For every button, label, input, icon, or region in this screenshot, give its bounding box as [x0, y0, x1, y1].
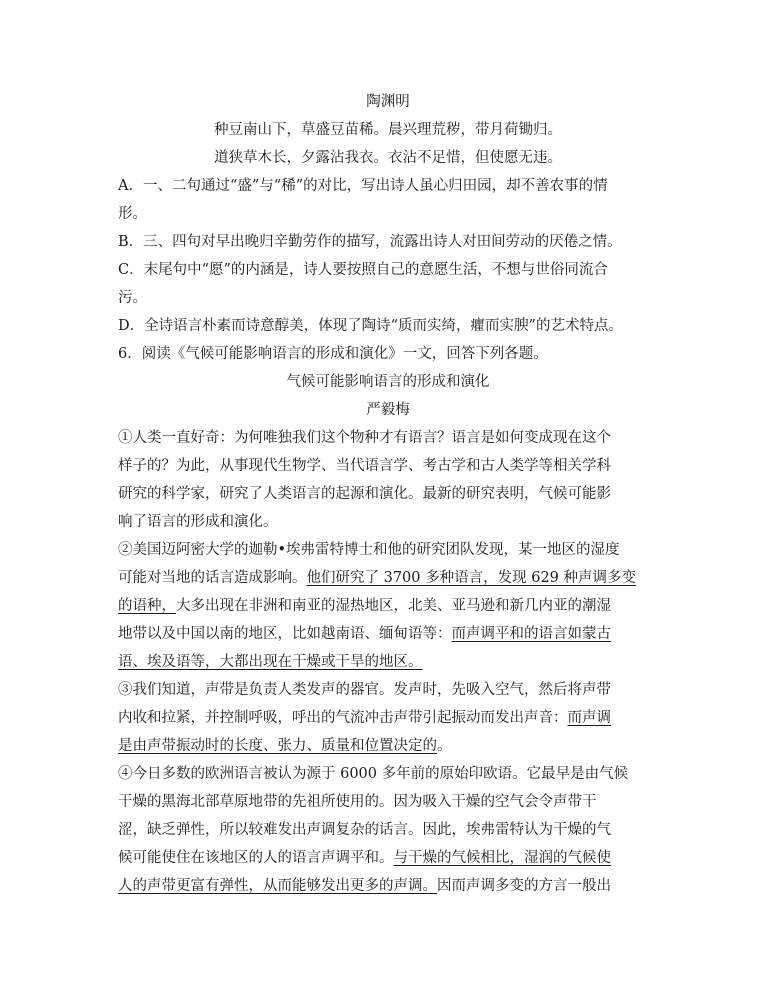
paragraph-3-line-3: [118, 736, 658, 756]
paragraph-2-line-4: [118, 624, 658, 644]
paragraph-3-line-1: ③我们知道，声带是负责人类发声的器官。发声时，先吸入空气，然后将声带: [118, 682, 611, 698]
paragraph-1-line-1: ①人类一直好奇：为何唯独我们这个物种才有语言？语言是如何变成现在这个: [118, 430, 611, 446]
underlined-text: 人的声带更富有弹性，从而能够发出更多的声调。: [118, 878, 437, 894]
poem-line-1: 种豆南山下，草盛豆苗稀。晨兴理荒秽，带月荷锄归。: [214, 122, 562, 138]
underlined-text: 语、埃及语等，大都出现在干燥或干旱的地区。: [118, 654, 423, 670]
article-author: 严毅梅: [366, 402, 410, 418]
paragraph-2-line-5: [118, 652, 658, 672]
plain-text: 地带以及中国以南的地区，比如越南语、缅甸语等：: [118, 626, 452, 642]
paragraph-4-line-1: ④今日多数的欧洲语言被认为源于 6000 多年前的原始印欧语。它最早是由气候: [118, 766, 629, 782]
plain-text: 大多出现在非洲和南亚的湿热地区，北美、亚马逊和新几内亚的潮湿: [176, 598, 611, 614]
paragraph-4-line-2: 干燥的黑海北部草原地带的先祖所使用的。因为吸入干燥的空气会令声带干: [118, 794, 597, 810]
underlined-text: 而声调平和的语言如蒙古: [451, 626, 611, 642]
option-c-line-1: C．末尾句中“愿”的内涵是，诗人要按照自己的意愿生活，不想与世俗同流合: [118, 262, 608, 278]
question-6: 6．阅读《气候可能影响语言的形成和演化》一文，回答下列各题。: [118, 346, 548, 362]
option-c-line-2: 污。: [118, 290, 147, 306]
option-d: D．全诗语言朴素而诗意醇美，体现了陶诗“质而实绮，癯而实腴”的艺术特点。: [118, 318, 623, 334]
underlined-text: 是由声带振动时的长度、张力、质量和位置决定的: [118, 738, 437, 754]
paragraph-1-line-4: 响了语言的形成和演化。: [118, 514, 278, 530]
paragraph-4-line-5: [118, 876, 658, 896]
article-title: 气候可能影响语言的形成和演化: [286, 374, 490, 390]
paragraph-2-line-2: [118, 568, 658, 588]
option-a-line-2: 形。: [118, 206, 147, 222]
underlined-text: 他们研究了 3700 多种语言，发现 629 种声调多变: [306, 570, 637, 586]
paragraph-4-line-3: 涩，缺乏弹性，所以较难发出声调复杂的话言。因此，埃弗雷特认为干燥的气: [118, 822, 611, 838]
underlined-text: 与干燥的气候相比，湿润的气候使: [393, 850, 611, 866]
underlined-text: 的语种，: [118, 598, 176, 614]
plain-text: 候可能使住在该地区的人的语言声调平和。: [118, 850, 394, 866]
paragraph-1-line-3: 研究的科学家，研究了人类语言的起源和演化。最新的研究表明，气候可能影: [118, 486, 611, 502]
poem-line-2: 道狭草木长，夕露沾我衣。衣沾不足惜，但使愿无违。: [214, 150, 562, 166]
paragraph-1-line-2: 样子的？为此，从事现代生物学、当代语言学、考古学和古人类学等相关学科: [118, 458, 611, 474]
poem-author: 陶渊明: [366, 94, 410, 110]
paragraph-4-line-4: [118, 848, 658, 868]
paragraph-3-line-2: [118, 708, 658, 728]
plain-text: 可能对当地的话言造成影响。: [118, 570, 307, 586]
underlined-text: 而声调: [567, 710, 611, 726]
paragraph-2-line-3: [118, 596, 658, 616]
option-b: B．三、四句对早出晚归辛勤劳作的描写，流露出诗人对田间劳动的厌倦之情。: [118, 234, 622, 250]
option-a-line-1: A．一、二句通过“盛”与“稀”的对比，写出诗人虽心归田园，却不善农事的情: [118, 178, 608, 194]
plain-text: 内收和拉紧，并控制呼吸，呼出的气流冲击声带引起振动而发出声音：: [118, 710, 568, 726]
plain-text: 。: [437, 738, 452, 754]
plain-text: 因而声调多变的方言一般出: [437, 878, 611, 894]
paragraph-2-line-1: ②美国迈阿密大学的迦勒•埃弗雷特博士和他的研究团队发现，某一地区的湿度: [118, 542, 620, 558]
